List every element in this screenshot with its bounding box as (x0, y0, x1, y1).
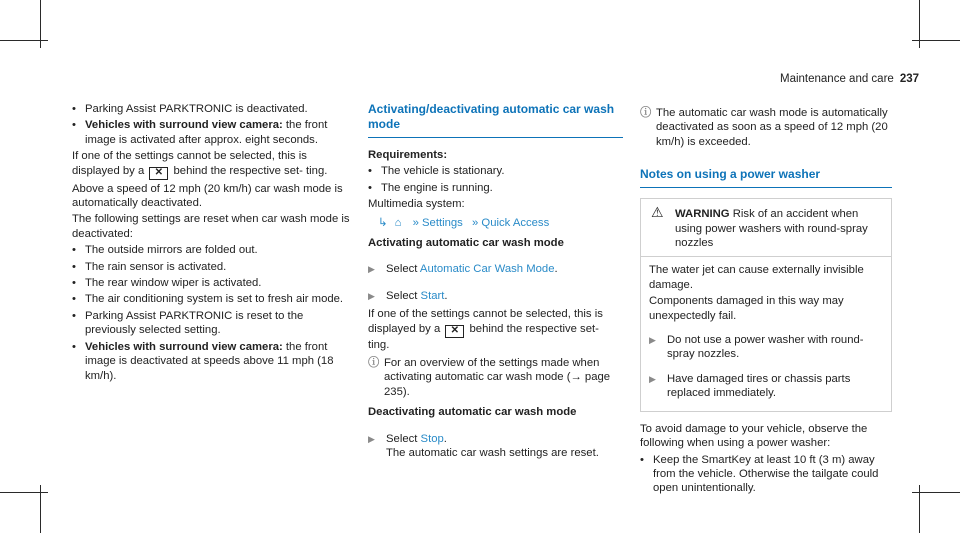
close-x-icon: ✕ (149, 167, 168, 180)
warning-box (640, 198, 892, 411)
step-arrow-icon: ▶ (368, 264, 375, 275)
list-item: • Parking Assist PARKTRONIC is reset to the previously selected setting. (72, 309, 304, 337)
section-title: Activating/deactivating automatic car wash mode (368, 102, 623, 138)
list-item: • Vehicles with surround view camera: the front image is deactivated at speeds above 11 mph (18 km/h). (72, 340, 334, 382)
crop-mark (912, 40, 960, 41)
list-item: • Keep the SmartKey at least 10 ft (3 m) away from the vehicle. Otherwise the tailgate could open unintentionally. (640, 453, 879, 495)
path-arrow-icon: ↳ (378, 216, 388, 229)
column-right (640, 102, 892, 498)
step-arrow-icon: ▶ (649, 335, 656, 346)
step-arrow-icon: ▶ (368, 290, 375, 301)
section-title: Notes on using a power washer (640, 167, 892, 188)
list-item: • The engine is running. (368, 181, 493, 194)
list-item: • Parking Assist PARKTRONIC is deactivated. (72, 103, 308, 115)
multimedia-label: Multimedia system: (368, 198, 465, 211)
step: ▶ Have damaged tires or chassis parts replaced immediately. (649, 372, 851, 400)
list-item: • The outside mirrors are folded out. (72, 244, 258, 257)
list-item: • The air conditioning system is set to fresh air mode. (72, 293, 344, 306)
column-middle (368, 102, 623, 465)
running-header (780, 73, 919, 85)
paragraph: Above a speed of 12 mph (20 km/h) car wash mode is automatically deactivated. (72, 182, 343, 210)
list-item: • The vehicle is stationary. (368, 165, 505, 178)
double-chevron-icon: » (471, 216, 479, 229)
info-note: ⓘ For an overview of the settings made when activating automatic car wash mode (→ page 235). (368, 357, 611, 398)
subheading: Activating automatic car wash mode (368, 237, 564, 250)
step-arrow-icon: ▶ (649, 373, 656, 384)
subheading: Deactivating automatic car wash mode (368, 406, 577, 419)
paragraph: To avoid damage to your vehicle, observe the following when using a power washer: (640, 422, 868, 450)
close-x-icon: ✕ (445, 325, 464, 338)
paragraph: The following settings are reset when car wash mode is deactivated: (72, 213, 350, 240)
step: ▶ Select Stop. The automatic car wash settings are reset. (368, 432, 599, 460)
step: ▶ Select Automatic Car Wash Mode. (368, 263, 558, 276)
step-arrow-icon: ▶ (368, 433, 375, 444)
warning-triangle-icon: ⚠ (651, 204, 664, 221)
menu-path (368, 216, 623, 230)
info-icon: ⓘ (368, 357, 380, 370)
warning-header: ⚠ WARNING Risk of an accident when using power washers with round-spray nozzles (641, 199, 891, 256)
info-note: ⓘ The automatic car wash mode is automatically deactivated as soon as a speed of 12 mph (20 km/h) is exceeded. (640, 107, 888, 148)
list-item: • The rear window wiper is activated. (72, 277, 262, 290)
requirements-label: Requirements: (368, 149, 448, 161)
list-item: • The rain sensor is activated. (72, 260, 227, 273)
page-number: 237 (899, 73, 919, 85)
crop-mark (912, 492, 960, 493)
list-item: • Vehicles with surround view camera: the front image is activated after approx. eight seconds. (72, 119, 328, 146)
header-title: Maintenance and care (780, 73, 894, 85)
paragraph: If one of the settings cannot be selected, this is displayed by a ✕ behind the respective set- ting. (368, 308, 603, 351)
double-chevron-icon: » (412, 216, 419, 229)
crop-mark (0, 40, 48, 41)
warning-body: The water jet can cause externally invisible damage. Components damaged in this way may unexpectedly fail. ▶ Do not use a power washer with round-spray nozzles. ▶ Have damaged tires or chassis parts replaced immediately. (641, 256, 891, 410)
step: ▶ Do not use a power washer with round-spray nozzles. (649, 334, 864, 361)
column-left (72, 102, 350, 385)
paragraph: If one of the settings cannot be selected, this is displayed by a ✕ behind the respective set- ting. (72, 150, 328, 178)
path-settings: Settings (422, 216, 463, 229)
crop-mark (0, 492, 48, 493)
path-quick-access: Quick Access (481, 216, 550, 229)
home-icon: ⌂ (394, 216, 402, 229)
step: ▶ Select Start. (368, 289, 448, 302)
info-icon: ⓘ (640, 107, 652, 119)
